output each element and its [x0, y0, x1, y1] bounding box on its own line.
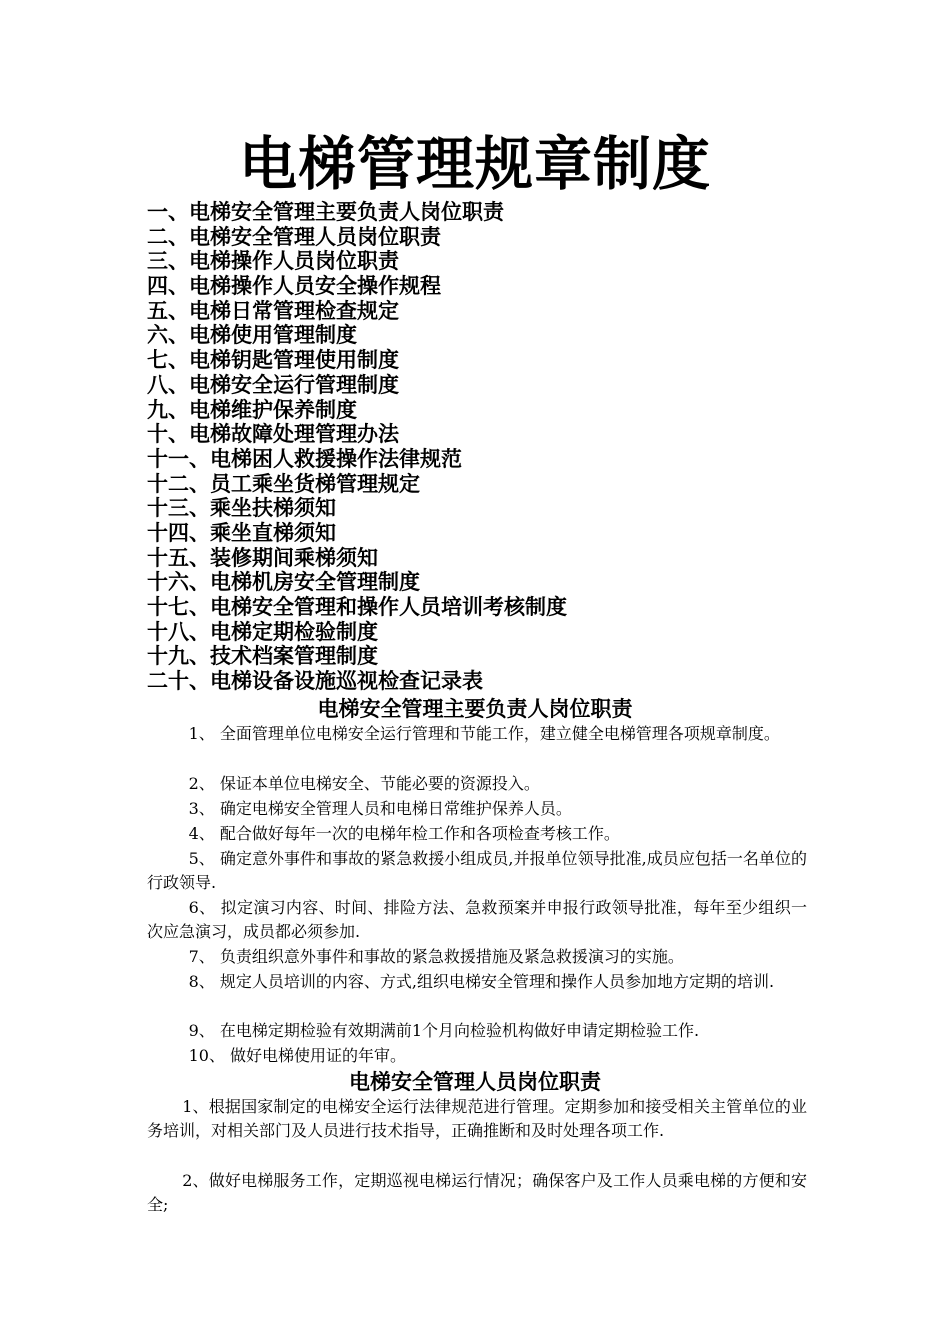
duty-item: 2、 保证本单位电梯安全、节能必要的资源投入。 — [188, 774, 540, 793]
duty-item: 3、 确定电梯安全管理人员和电梯日常维护保养人员。 — [188, 799, 572, 818]
document-title: 电梯管理规章制度 — [238, 130, 711, 198]
toc-item: 十三、乘坐扶梯须知 — [147, 496, 336, 521]
toc-item: 八、电梯安全运行管理制度 — [147, 372, 399, 397]
table-of-contents — [147, 200, 827, 694]
duty-item: 5、 确定意外事件和事故的紧急救援小组成员,并报单位领导批准,成员应包括一名单位的行政领导. — [147, 849, 807, 893]
section-heading: 电梯安全管理人员岗位职责 — [349, 1070, 601, 1094]
toc-item: 十五、装修期间乘梯须知 — [147, 545, 378, 570]
toc-item: 四、电梯操作人员安全操作规程 — [147, 274, 441, 299]
duty-item: 8、 规定人员培训的内容、方式,组织电梯安全管理和操作人员参加地方定期的培训. — [188, 972, 775, 991]
toc-item: 六、电梯使用管理制度 — [147, 323, 357, 348]
toc-item: 九、电梯维护保养制度 — [147, 397, 357, 422]
toc-item: 五、电梯日常管理检查规定 — [147, 298, 399, 323]
toc-item: 十二、员工乘坐货梯管理规定 — [147, 471, 420, 496]
duty-item: 7、 负责组织意外事件和事故的紧急救援措施及紧急救援演习的实施。 — [188, 947, 684, 966]
toc-item: 三、电梯操作人员岗位职责 — [147, 249, 399, 274]
toc-item: 十八、电梯定期检验制度 — [147, 619, 378, 644]
duty-item: 6、 拟定演习内容、时间、排险方法、急救预案并申报行政领导批准，每年至少组织一次应急演习，成员都必须参加. — [147, 898, 807, 942]
duty-item: 2、做好电梯服务工作，定期巡视电梯运行情况；确保客户及工作人员乘电梯的方便和安全; — [147, 1171, 807, 1215]
toc-item: 十四、乘坐直梯须知 — [147, 520, 336, 545]
duty-item: 4、 配合做好每年一次的电梯年检工作和各项检查考核工作。 — [188, 824, 620, 843]
toc-item: 七、电梯钥匙管理使用制度 — [147, 348, 399, 373]
toc-item: 十六、电梯机房安全管理制度 — [147, 570, 420, 595]
toc-item: 二十、电梯设备设施巡视检查记录表 — [147, 669, 483, 694]
toc-item: 十一、电梯困人救援操作法律规范 — [147, 446, 462, 471]
section-heading: 电梯安全管理主要负责人岗位职责 — [317, 697, 633, 721]
duty-item: 9、 在电梯定期检验有效期满前1个月向检验机构做好申请定期检验工作. — [188, 1021, 700, 1040]
toc-item: 十九、技术档案管理制度 — [147, 644, 378, 669]
toc-item: 十七、电梯安全管理和操作人员培训考核制度 — [147, 595, 567, 619]
toc-item: 十、电梯故障处理管理办法 — [147, 422, 399, 447]
duty-item: 1、 全面管理单位电梯安全运行管理和节能工作，建立健全电梯管理各项规章制度。 — [188, 724, 780, 743]
toc-item: 一、电梯安全管理主要负责人岗位职责 — [147, 200, 504, 224]
duty-item: 10、 做好电梯使用证的年审。 — [188, 1046, 407, 1065]
duty-item: 1、根据国家制定的电梯安全运行法律规范进行管理。定期参加和接受相关主管单位的业务培训，对相关部门及人员进行技术指导，正确推断和及时处理各项工作. — [147, 1097, 807, 1141]
toc-item: 二、电梯安全管理人员岗位职责 — [147, 224, 441, 249]
